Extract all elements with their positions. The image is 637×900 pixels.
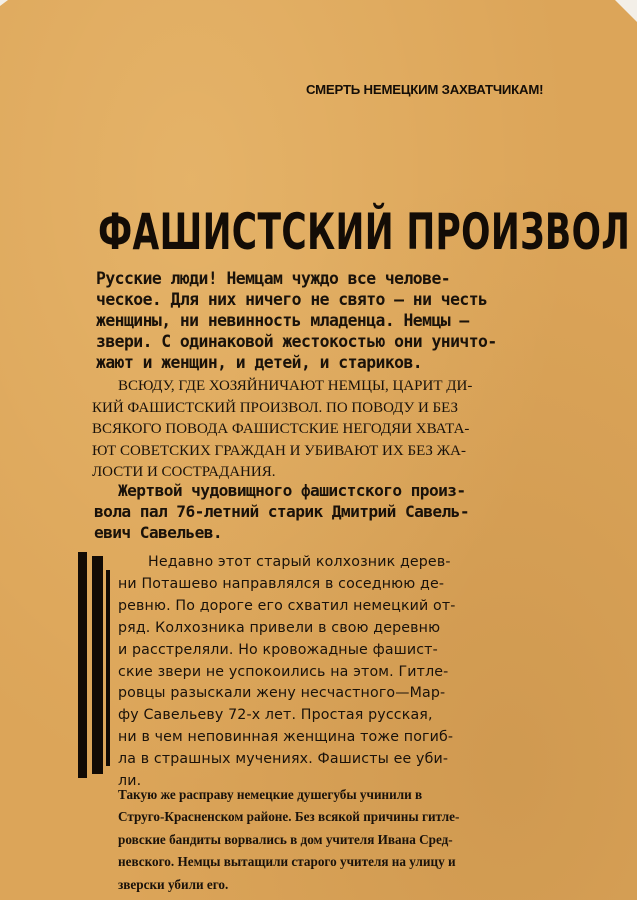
text-line: ни Поташево направлялся в соседнюю де-	[118, 575, 445, 592]
text-line: Русские люди! Немцам чуждо все челове-	[96, 269, 451, 288]
paragraph-closing	[118, 784, 578, 896]
paragraph-victim	[94, 480, 576, 543]
text-line: зверски убили его.	[118, 876, 229, 892]
text-line: жают и женщин, и детей, и стариков.	[96, 353, 423, 372]
text-line: звери. С одинаковой жестокостью они уничто-	[96, 332, 497, 351]
text-line: вола пал 76-летний старик Дмитрий Савель-	[94, 502, 469, 521]
paragraph-story	[118, 552, 580, 793]
text-line: ряд. Колхозника привели в свою деревню	[118, 619, 441, 636]
decorative-bar	[92, 556, 103, 774]
text-line: ли.	[118, 773, 142, 790]
torn-corner	[615, 0, 637, 22]
text-line: ни в чем неповинная женщина тоже погиб-	[118, 729, 454, 746]
text-line: и расстреляли. Но кровожадные фашист-	[118, 641, 438, 658]
text-line: ЮТ СОВЕТСКИХ ГРАЖДАН И УБИВАЮТ ИХ БЕЗ ЖА-	[92, 442, 466, 459]
decorative-bar	[106, 570, 110, 766]
text-line: женщины, ни невинность младенца. Немцы —	[96, 311, 469, 330]
text-line: Жертвой чудовищного фашистского произ-	[118, 481, 466, 500]
page-title: ФАШИСТСКИЙ ПРОИЗВОЛ	[98, 203, 631, 261]
text-line: ские звери не успокоились на этом. Гитле-	[118, 663, 449, 680]
text-line: ВСЮДУ, ГДЕ ХОЗЯЙНИЧАЮТ НЕМЦЫ, ЦАРИТ ДИ-	[118, 378, 473, 394]
margin-bars-decoration	[78, 552, 112, 778]
slogan: СМЕРТЬ НЕМЕЦКИМ ЗАХВАТЧИКАМ!	[306, 82, 544, 97]
text-line: ровские бандиты ворвались в дом учителя Ивана Сред-	[118, 831, 453, 847]
text-line: Такую же расправу немецкие душегубы учинили в	[118, 787, 423, 802]
text-line: ровцы разыскали жену несчастного—Мар-	[118, 685, 446, 702]
paragraph-caps	[92, 376, 576, 484]
text-line: ревню. По дороге его схватил немецкий от-	[118, 597, 456, 614]
text-line: невского. Немцы вытащили старого учителя на улицу и	[118, 854, 456, 870]
text-line: ла в страшных мучениях. Фашисты ее уби-	[118, 751, 449, 768]
text-line: фу Савельеву 72-х лет. Простая русская,	[118, 707, 433, 724]
torn-corner	[0, 0, 8, 6]
text-line: ВСЯКОГО ПОВОДА ФАШИСТСКИЕ НЕГОДЯИ ХВАТА-	[92, 421, 470, 437]
paragraph-appeal	[96, 268, 576, 373]
text-line: КИЙ ФАШИСТСКИЙ ПРОИЗВОЛ. ПО ПОВОДУ И БЕЗ	[92, 399, 459, 416]
text-line: ЛОСТИ И СОСТРАДАНИЯ.	[92, 464, 276, 480]
text-line: Недавно этот старый колхозник дерев-	[148, 554, 451, 570]
decorative-bar	[78, 552, 87, 778]
text-line: Струго-Красненском районе. Без всякой причины гитле-	[118, 809, 460, 825]
text-line: ческое. Для них ничего не свято – ни честь	[96, 290, 488, 309]
text-line: евич Савельев.	[94, 523, 223, 542]
